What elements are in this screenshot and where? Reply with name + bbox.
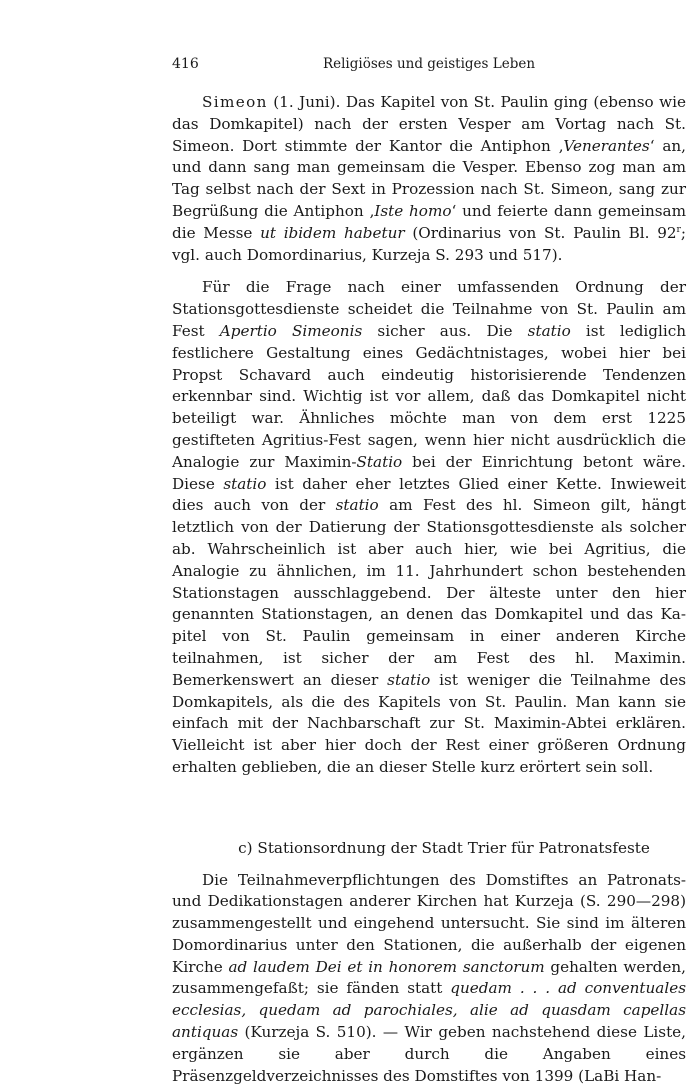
paragraph-gap [172,266,686,277]
running-head [172,54,686,76]
text-run: Für die Frage nach einer umfassenden Ordnung der Stationsgottesdienste scheidet die Teilnahme von St. Paulin am Fest [172,278,686,340]
text-run: ; vgl. auch Domordinarius, Kurzeja S. 293 und 517). [172,224,686,264]
page-number: 416 [172,54,199,74]
text-run: ‘ und feierte dann gemeinsam die Messe [172,202,686,242]
italic-run: statio [336,496,379,514]
text-run: (1. Juni). Das Kapitel von St. Paulin ging (ebenso wie das Domkapitel) nach der ersten Vesper am Vortag nach St. Simeon. Dort stimmte der Kantor die Antiphon ‚ [172,93,686,155]
italic-run: statio [223,475,266,493]
italic-run: Venerantes [563,137,649,155]
text-run: ‘ an, und dann sang man gemeinsam die Vesper. Ebenso zog man am Tag selbst nach der Sext in Prozession nach St. Simeon, sang zur Begrüßung die Antiphon ‚ [172,137,686,220]
italic-run: ut ibidem habetur [260,224,405,242]
text-run: gehalten werden, zusammengefaßt; sie fänden statt [172,958,686,998]
superscript: r [677,225,681,235]
section-heading: c) Stationsordnung der Stadt Trier für Patronatsfeste [172,838,686,860]
italic-run: quedam . . . ad conventuales ecclesias, quedam ad parochiales, alie ad quasdam capellas antiquas [172,979,686,1041]
text-run: sicher aus. Die [362,322,527,340]
paragraph-stationsgottesdienste [172,277,686,778]
section-gap [172,779,686,838]
italic-run: ad laudem Dei et in honorem sanctorum [229,958,545,976]
italic-run: Iste homo [374,202,451,220]
italic-run: statio [387,671,430,689]
italic-run: statio [528,322,571,340]
paragraph-simeon [172,92,686,266]
paragraph-teilnahmeverpflichtungen [172,870,686,1087]
text-run: (Ordinarius von St. Paulin Bl. 92 [405,224,677,242]
text-run: (Kurzeja S. 510). — Wir geben nachstehend diese Liste, ergänzen sie aber durch die Angaben eines Präsenzgeldverzeichnisses des Domstiftes von 1399 (LaBi Han- [172,1023,686,1085]
text-run: ist lediglich festlichere Gestaltung eines Gedächtnistages, wobei hier bei Propst Schavard auch eindeutig historisierende Tendenzen erkennbar sind. Wichtig ist vor allem, daß das Domkapitel nicht beteiligt war. Ähnliches möchte man von dem erst 1225 gestifteten Agritius-Fest sagen, wenn hier nicht ausdrücklich die Analogie zur Maximin- [172,322,686,471]
text-run: ist weniger die Teilnahme des Domkapitels, als die des Kapitels von St. Paulin. Man kann sie einfach mit der Nachbarschaft zur St. Maximin-Abtei erklären. Vielleicht ist aber hier doch der Rest einer größeren Ordnung erhalten geblieben, die an dieser Stelle kurz erörtert sein soll. [172,671,686,776]
italic-run: Statio [357,453,403,471]
text-run: Die Teilnahmeverpflichtungen des Domstiftes an Patronats- und Dedikationstagen anderer Kirchen hat Kurzeja (S. 290—298) zusammengestellt und eingehend untersucht. Sie sind im älteren Domordinarius unter den Stationen, die außerhalb der eigenen Kirche [172,871,686,976]
running-title: Religiöses und geistiges Leben [172,54,686,74]
text-run: ist daher eher letztes Glied einer Kette. Inwieweit dies auch von der [172,475,686,515]
paragraph-lead: Simeon [202,93,268,111]
body-text [172,92,686,1087]
text-run: bei der Einrichtung betont wäre. Diese [172,453,686,493]
italic-run: Apertio Simeonis [220,322,362,340]
text-run: am Fest des hl. Simeon gilt, hängt letztlich von der Datierung der Stationsgottesdienste als solcher ab. Wahrscheinlich ist aber auch hier, wie bei Agritius, die Analogie zu ähnlichen, im 11. Jahrhundert schon bestehenden Stationstagen ausschlaggebend. Der älteste unter den hier genannten Stationstagen, an denen das Domkapitel und das Kapitel von St. Paulin gemeinsam in einer anderen Kirche teilnahmen, ist sicher der am Fest des hl. Maximin. Bemerkenswert an dieser [172,496,686,688]
section-gap [172,860,686,870]
